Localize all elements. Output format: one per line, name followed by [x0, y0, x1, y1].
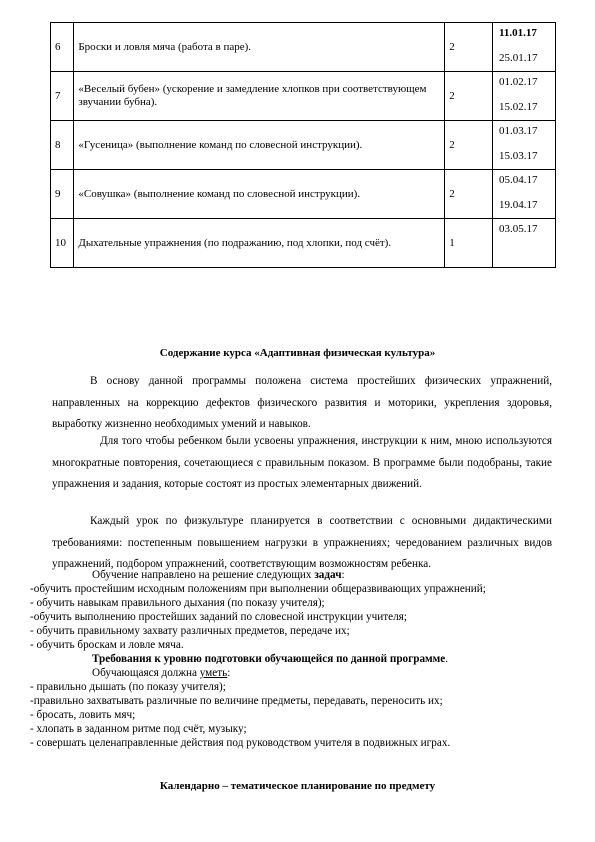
tasks-intro-colon: :	[341, 569, 345, 581]
tasks-section	[30, 568, 570, 750]
row-description: «Совушка» (выполнение команд по словесной инструкции).	[74, 170, 445, 219]
row-hours: 2	[445, 23, 493, 72]
requirements-keyword: уметь	[199, 667, 228, 679]
row-number: 8	[51, 121, 74, 170]
row-date-end: 19.04.17	[498, 199, 538, 211]
row-date-start: 03.05.17	[498, 223, 538, 235]
table-row	[51, 170, 556, 219]
list-item: - правильно дышать (по показу учителя);	[30, 681, 226, 693]
tasks-keyword: задач	[314, 569, 342, 581]
row-hours: 2	[445, 170, 493, 219]
requirements-intro-colon: :	[227, 667, 231, 679]
list-item: - хлопать в заданном ритме под счёт, музыку;	[30, 723, 247, 735]
paragraph-lesson-planning: Каждый урок по физкультуре планируется в соответствии с основными дидактическими требованиями: постепенным повышением нагрузки в упражнениях; чередованием различных видов упражнений, подбором упражнений, соответствующим возможностям ребенка.	[52, 515, 552, 570]
row-dates	[492, 121, 555, 170]
row-number: 10	[51, 219, 74, 268]
row-number: 9	[51, 170, 74, 219]
row-hours: 2	[445, 72, 493, 121]
row-date-end: 25.01.17	[498, 52, 538, 64]
list-item: - совершать целенаправленные действия под руководством учителя в подвижных играх.	[30, 737, 451, 749]
row-description: «Гусеница» (выполнение команд по словесной инструкции).	[74, 121, 445, 170]
paragraph-repetition: Для того чтобы ребенком были усвоены упражнения, инструкции к ним, мною используются многократные повторения, сочетающиеся с правильным показом. В программе были подобраны, такие упражнения и задания, которые состоят из простых элементарных движений.	[52, 435, 552, 490]
row-dates	[492, 72, 555, 121]
row-date-start: 11.01.17	[498, 27, 537, 39]
row-description: Броски и ловля мяча (работа в паре).	[74, 23, 445, 72]
list-item: - обучить правильному захвату различных предметов, передаче их;	[30, 625, 350, 637]
requirements-intro-text: Обучающаяся должна	[92, 667, 200, 679]
row-dates	[492, 219, 555, 268]
row-number: 7	[51, 72, 74, 121]
tasks-intro-text: Обучение направлено на решение следующих	[92, 569, 315, 581]
row-dates	[492, 170, 555, 219]
paragraph-basis: В основу данной программы положена система простейших физических упражнений, направленных на коррекцию дефектов физического развития и моторики, укрепления здоровья, выработку жизненно необходимых умений и навыков.	[52, 375, 552, 430]
row-description: Дыхательные упражнения (по подражанию, под хлопки, под счёт).	[74, 219, 445, 268]
row-date-end: 15.03.17	[498, 150, 538, 162]
requirements-intro	[30, 666, 570, 680]
tasks-intro	[30, 568, 570, 582]
lesson-plan-body	[51, 23, 556, 268]
row-date-start: 01.03.17	[498, 125, 538, 137]
table-row	[51, 121, 556, 170]
content-heading: Содержание курса «Адаптивная физическая культура»	[159, 347, 436, 359]
requirements-title-text: Требования к уровню подготовки обучающейся по данной программе	[92, 653, 446, 665]
row-hours: 1	[445, 219, 493, 268]
row-date-start: 05.04.17	[498, 174, 538, 186]
table-row	[51, 219, 556, 268]
list-item: - бросать, ловить мяч;	[30, 709, 136, 721]
tasks-list	[30, 582, 570, 652]
requirements-title-period: .	[445, 653, 449, 665]
row-hours: 2	[445, 121, 493, 170]
list-item: - обучить броскам и ловле мяча.	[30, 639, 184, 651]
list-item: - обучить навыкам правильного дыхания (по показу учителя);	[30, 597, 325, 609]
table-row	[51, 23, 556, 72]
row-dates	[492, 23, 555, 72]
lesson-plan-table	[50, 22, 556, 268]
requirements-title	[30, 652, 570, 666]
row-date-end: 15.02.17	[498, 101, 538, 113]
list-item: -правильно захватывать различные по величине предметы, передавать, переносить их;	[30, 695, 443, 707]
list-item: -обучить выполнению простейших заданий по словесной инструкции учителя;	[30, 611, 407, 623]
requirements-list	[30, 680, 570, 750]
row-description: «Веселый бубен» (ускорение и замедление хлопков при соответствующем звучании бубна).	[74, 72, 445, 121]
row-number: 6	[51, 23, 74, 72]
calendar-heading: Календарно – тематическое планирование по предмету	[159, 780, 436, 792]
row-date-start: 01.02.17	[498, 76, 538, 88]
table-row	[51, 72, 556, 121]
list-item: -обучить простейшим исходным положениям при выполнении общеразвивающих упражнений;	[30, 583, 486, 595]
